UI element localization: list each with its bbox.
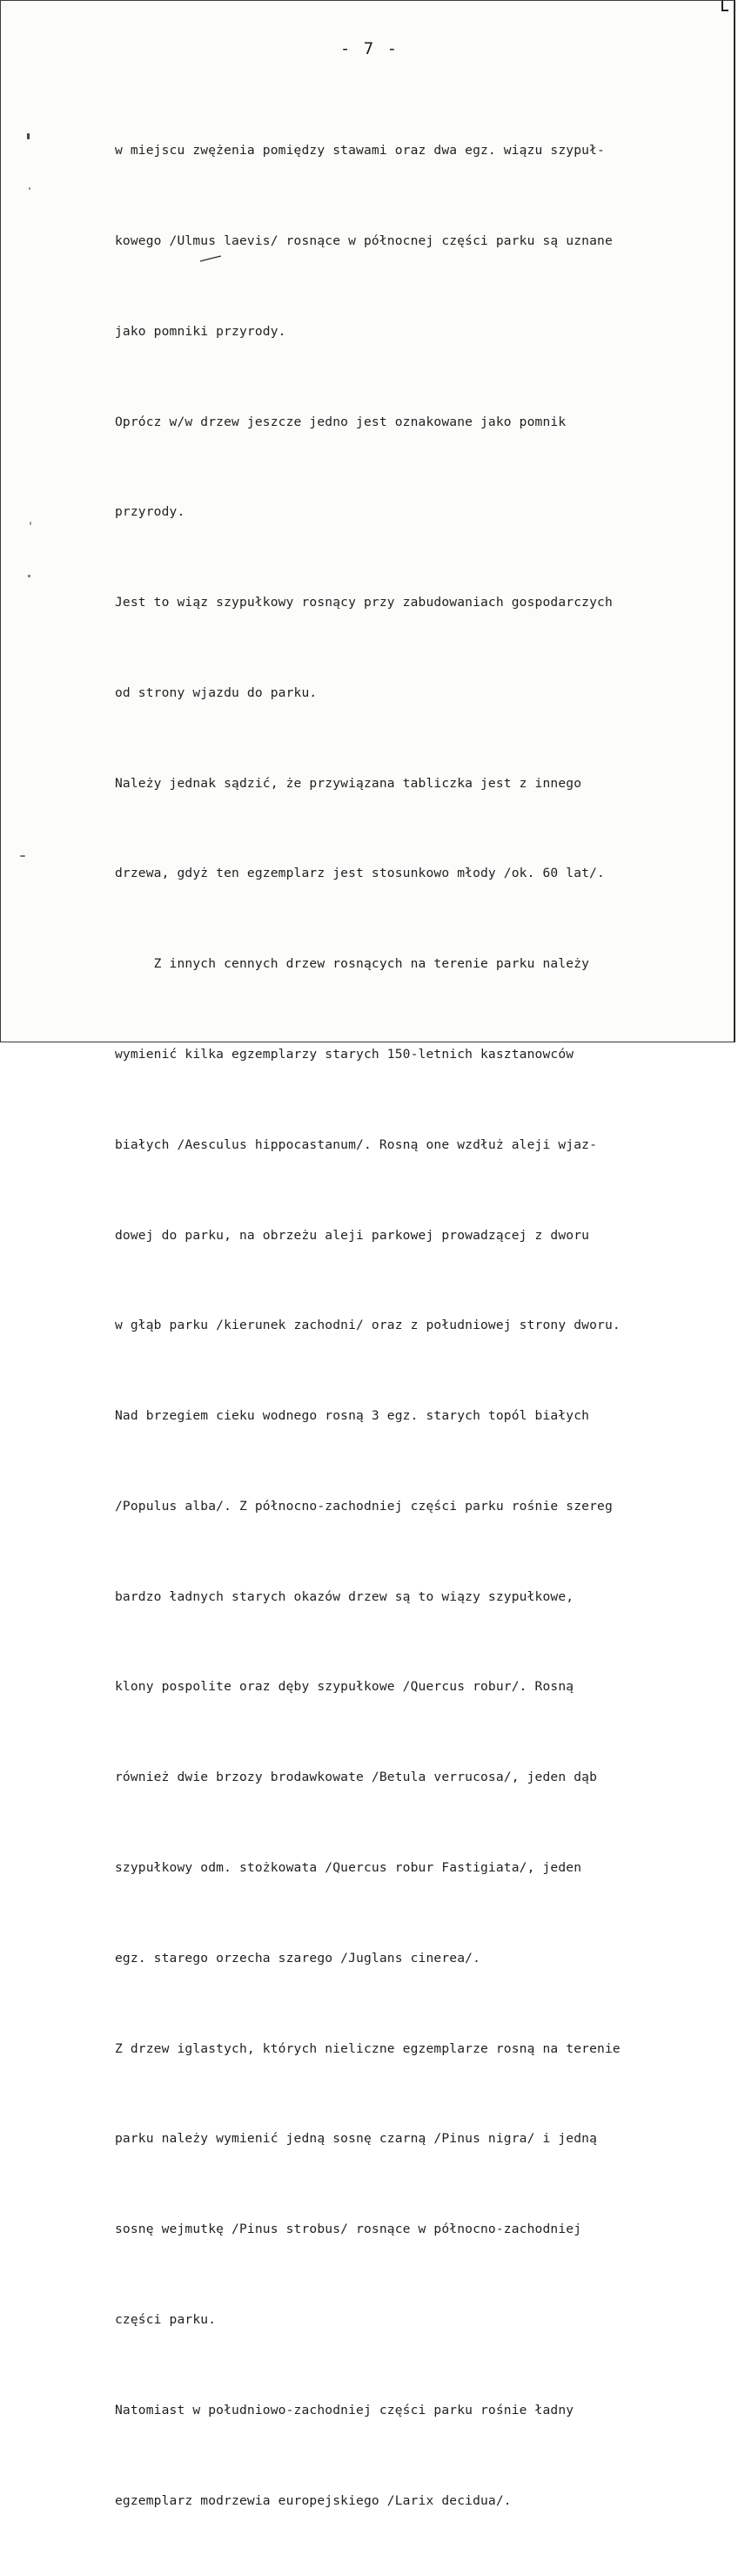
text-line: w głąb parku /kierunek zachodni/ oraz z południowej strony dworu. [115,1318,621,1333]
text-line: Nad brzegiem cieku wodnego rosną 3 egz. starych topól białych [115,1408,590,1424]
text-line: również dwie brzozy brodawkowate /Betula verrucosa/, jeden dąb [115,1770,598,1785]
pen-stroke-mark [199,255,222,262]
margin-speck [30,522,31,525]
text-line: dowej do parku, na obrzeżu aleji parkowej prowadzącej z dworu [115,1227,590,1243]
text-line: Z drzew iglastych, których nieliczne egzemplarze rosną na terenie [115,2040,621,2056]
text-line: części parku. [115,2311,217,2327]
text-line: egz. starego orzecha szarego /Juglans cinerea/. [115,1950,481,1966]
page-number: - 7 - [339,39,399,58]
body-text [115,76,715,2576]
text-line: bardzo ładnych starych okazów drzew są to wiązy szypułkowe, [115,1588,574,1604]
text-line: parku należy wymienić jedną sosnę czarną /Pinus nigra/ i jedną [115,2131,598,2147]
text-line: kowego /Ulmus laevis/ rosnące w północnej części parku są uznane [115,233,613,248]
text-line: białych /Aesculus hippocastanum/. Rosną one wzdłuż aleji wjaz- [115,1136,598,1152]
text-line: sosnę wejmutkę /Pinus strobus/ rosnące w północno-zachodniej [115,2222,582,2237]
text-line: od strony wjazdu do parku. [115,684,318,700]
text-line: Z innych cennych drzew rosnących na terenie parku należy [115,956,590,972]
text-line: klony pospolite oraz dęby szypułkowe /Quercus robur/. Rosną [115,1679,574,1695]
text-line: jako pomniki przyrody. [115,323,286,339]
margin-speck [29,187,30,190]
text-line: przyrody. [115,504,185,520]
text-line: Jest to wiąz szypułkowy rosnący przy zabudowaniach gospodarczych [115,595,613,610]
text-line: wymienić kilka egzemplarzy starych 150-letnich kasztanowców [115,1047,574,1062]
corner-mark [721,1,728,11]
text-line: Natomiast w południowo-zachodniej części parku rośnie ładny [115,2402,574,2418]
text-line: egzemplarz modrzewia europejskiego /Larix decidua/. [115,2492,512,2508]
margin-speck [27,133,30,139]
text-line: drzewa, gdyż ten egzemplarz jest stosunkowo młody /ok. 60 lat/. [115,866,605,881]
margin-speck [28,575,30,577]
text-line: Należy jednak sądzić, że przywiązana tabliczka jest z innego [115,775,582,791]
margin-speck [20,855,25,857]
text-line: Oprócz w/w drzew jeszcze jedno jest oznakowane jako pomnik [115,414,567,429]
text-line: szypułkowy odm. stożkowata /Quercus robur Fastigiata/, jeden [115,1860,582,1876]
text-line: w miejscu zwężenia pomiędzy stawami oraz dwa egz. wiązu szypuł- [115,143,605,158]
text-line: /Populus alba/. Z północno-zachodniej części parku rośnie szereg [115,1498,613,1514]
